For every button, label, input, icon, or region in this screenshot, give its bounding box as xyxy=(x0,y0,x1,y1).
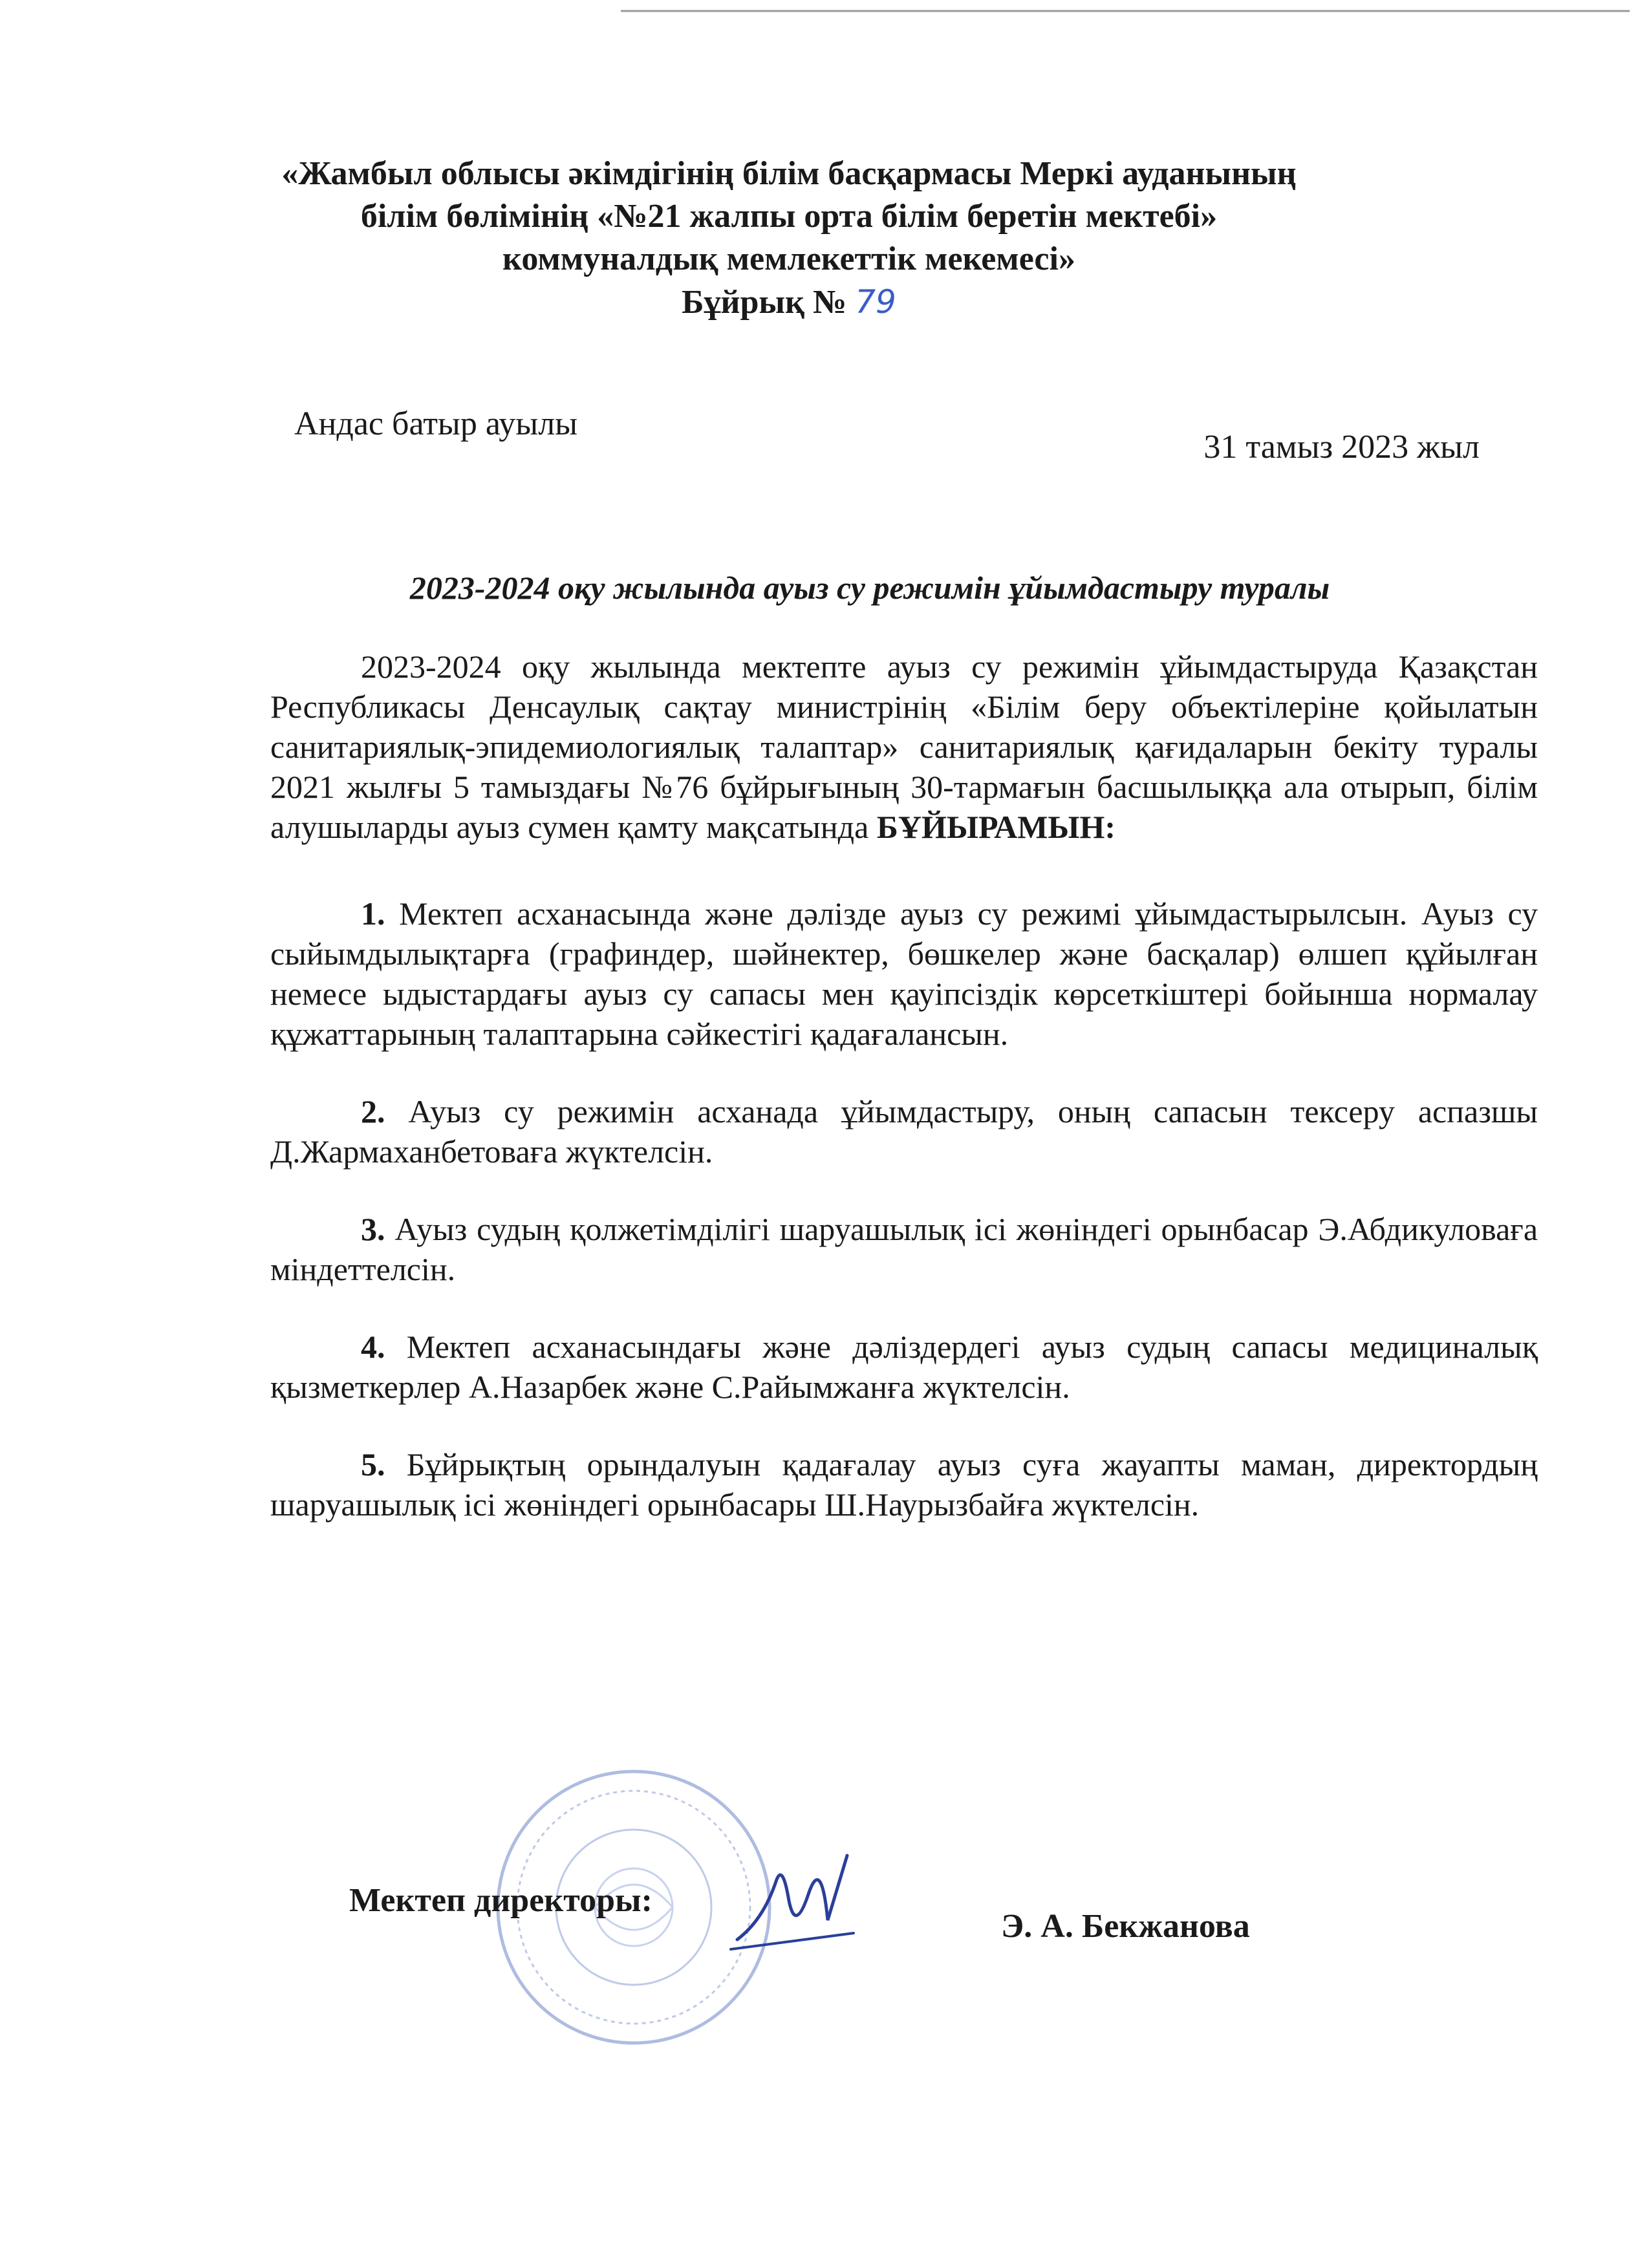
place: Андас батыр ауылы xyxy=(294,405,578,442)
item-number: 1. xyxy=(361,895,385,932)
header-line-2: білім бөлімінің «№21 жалпы орта білім беретін мектебі» xyxy=(360,198,1218,235)
item-text: Мектеп асханасындағы және дәліздердегі ауыз судың сапасы медициналық қызметкерлер А.Назарбек және С.Райымжанға жүктелсін. xyxy=(270,1329,1538,1405)
item-text: Мектеп асханасында және дәлізде ауыз су режимі ұйымдастырылсын. Ауыз су сыйымдылықтарға (графиндер, шәйнектер, бөшкелер және басқалар) өлшеп құйылған немесе ыдыстардағы ауыз су сапасы мен қауіпсіздік көрсеткіштері бойынша нормалау құжаттарының талаптарына сәйкестігі қадағалансын. xyxy=(270,895,1538,1052)
signatory-name: Э. А. Бекжанова xyxy=(1001,1908,1250,1945)
order-number: 79 xyxy=(855,283,896,321)
item-text: Ауыз су режимін асханада ұйымдастыру, оның сапасын тексеру аспазшы Д.Жармаханбетоваға жүктелсін. xyxy=(270,1093,1538,1170)
signature-label: Мектеп директоры: xyxy=(349,1882,652,1919)
subject-title: 2023-2024 оқу жылында ауыз су режимін ұйымдастыру туралы xyxy=(409,570,1330,606)
item-5 xyxy=(270,1444,1538,1524)
document-body xyxy=(270,647,1538,1562)
item-4 xyxy=(270,1327,1538,1407)
header-line-1: «Жамбыл облысы әкімдігінің білім басқармасы Меркі ауданының xyxy=(281,155,1297,192)
item-text: Бұйрықтың орындалуын қадағалау ауыз суға жауапты маман, директордың шаруашылық ісі жөніндегі орынбасары Ш.Наурызбайға жүктелсін. xyxy=(270,1446,1538,1523)
header-line-3: коммуналдық мемлекеттік мекемесі» xyxy=(502,241,1075,277)
scan-edge-line xyxy=(621,9,1630,13)
order-label: Бұйрық № xyxy=(682,284,847,321)
item-3 xyxy=(270,1209,1538,1289)
document-header xyxy=(246,153,1332,324)
command-word: БҰЙЫРАМЫН: xyxy=(876,809,1116,845)
item-number: 3. xyxy=(361,1211,385,1247)
order-title xyxy=(246,281,1332,324)
date: 31 тамыз 2023 жыл xyxy=(1203,429,1480,465)
item-text: Ауыз судың қолжетімділігі шаруашылық ісі жөніндегі орынбасар Э.Абдикуловаға міндеттелсін. xyxy=(270,1211,1538,1287)
director-signature xyxy=(724,1843,867,1972)
intro-paragraph xyxy=(270,647,1538,847)
item-number: 5. xyxy=(361,1446,385,1482)
item-1 xyxy=(270,893,1538,1054)
item-2 xyxy=(270,1091,1538,1171)
intro-text: 2023-2024 оқу жылында мектепте ауыз су режимін ұйымдастыруда Қазақстан Республикасы Денсаулық сақтау министрінің «Білім беру объектілеріне қойылатын санитариялық-эпидемиологиялық талаптар» санитариялық қағидаларын бекіту туралы 2021 жылғы 5 тамыздағы №76 бұйрығының 30-тармағын басшылыққа ала отырып, білім алушыларды ауыз сумен қамту мақсатында xyxy=(270,648,1538,845)
item-number: 4. xyxy=(361,1329,385,1365)
item-number: 2. xyxy=(361,1093,385,1129)
